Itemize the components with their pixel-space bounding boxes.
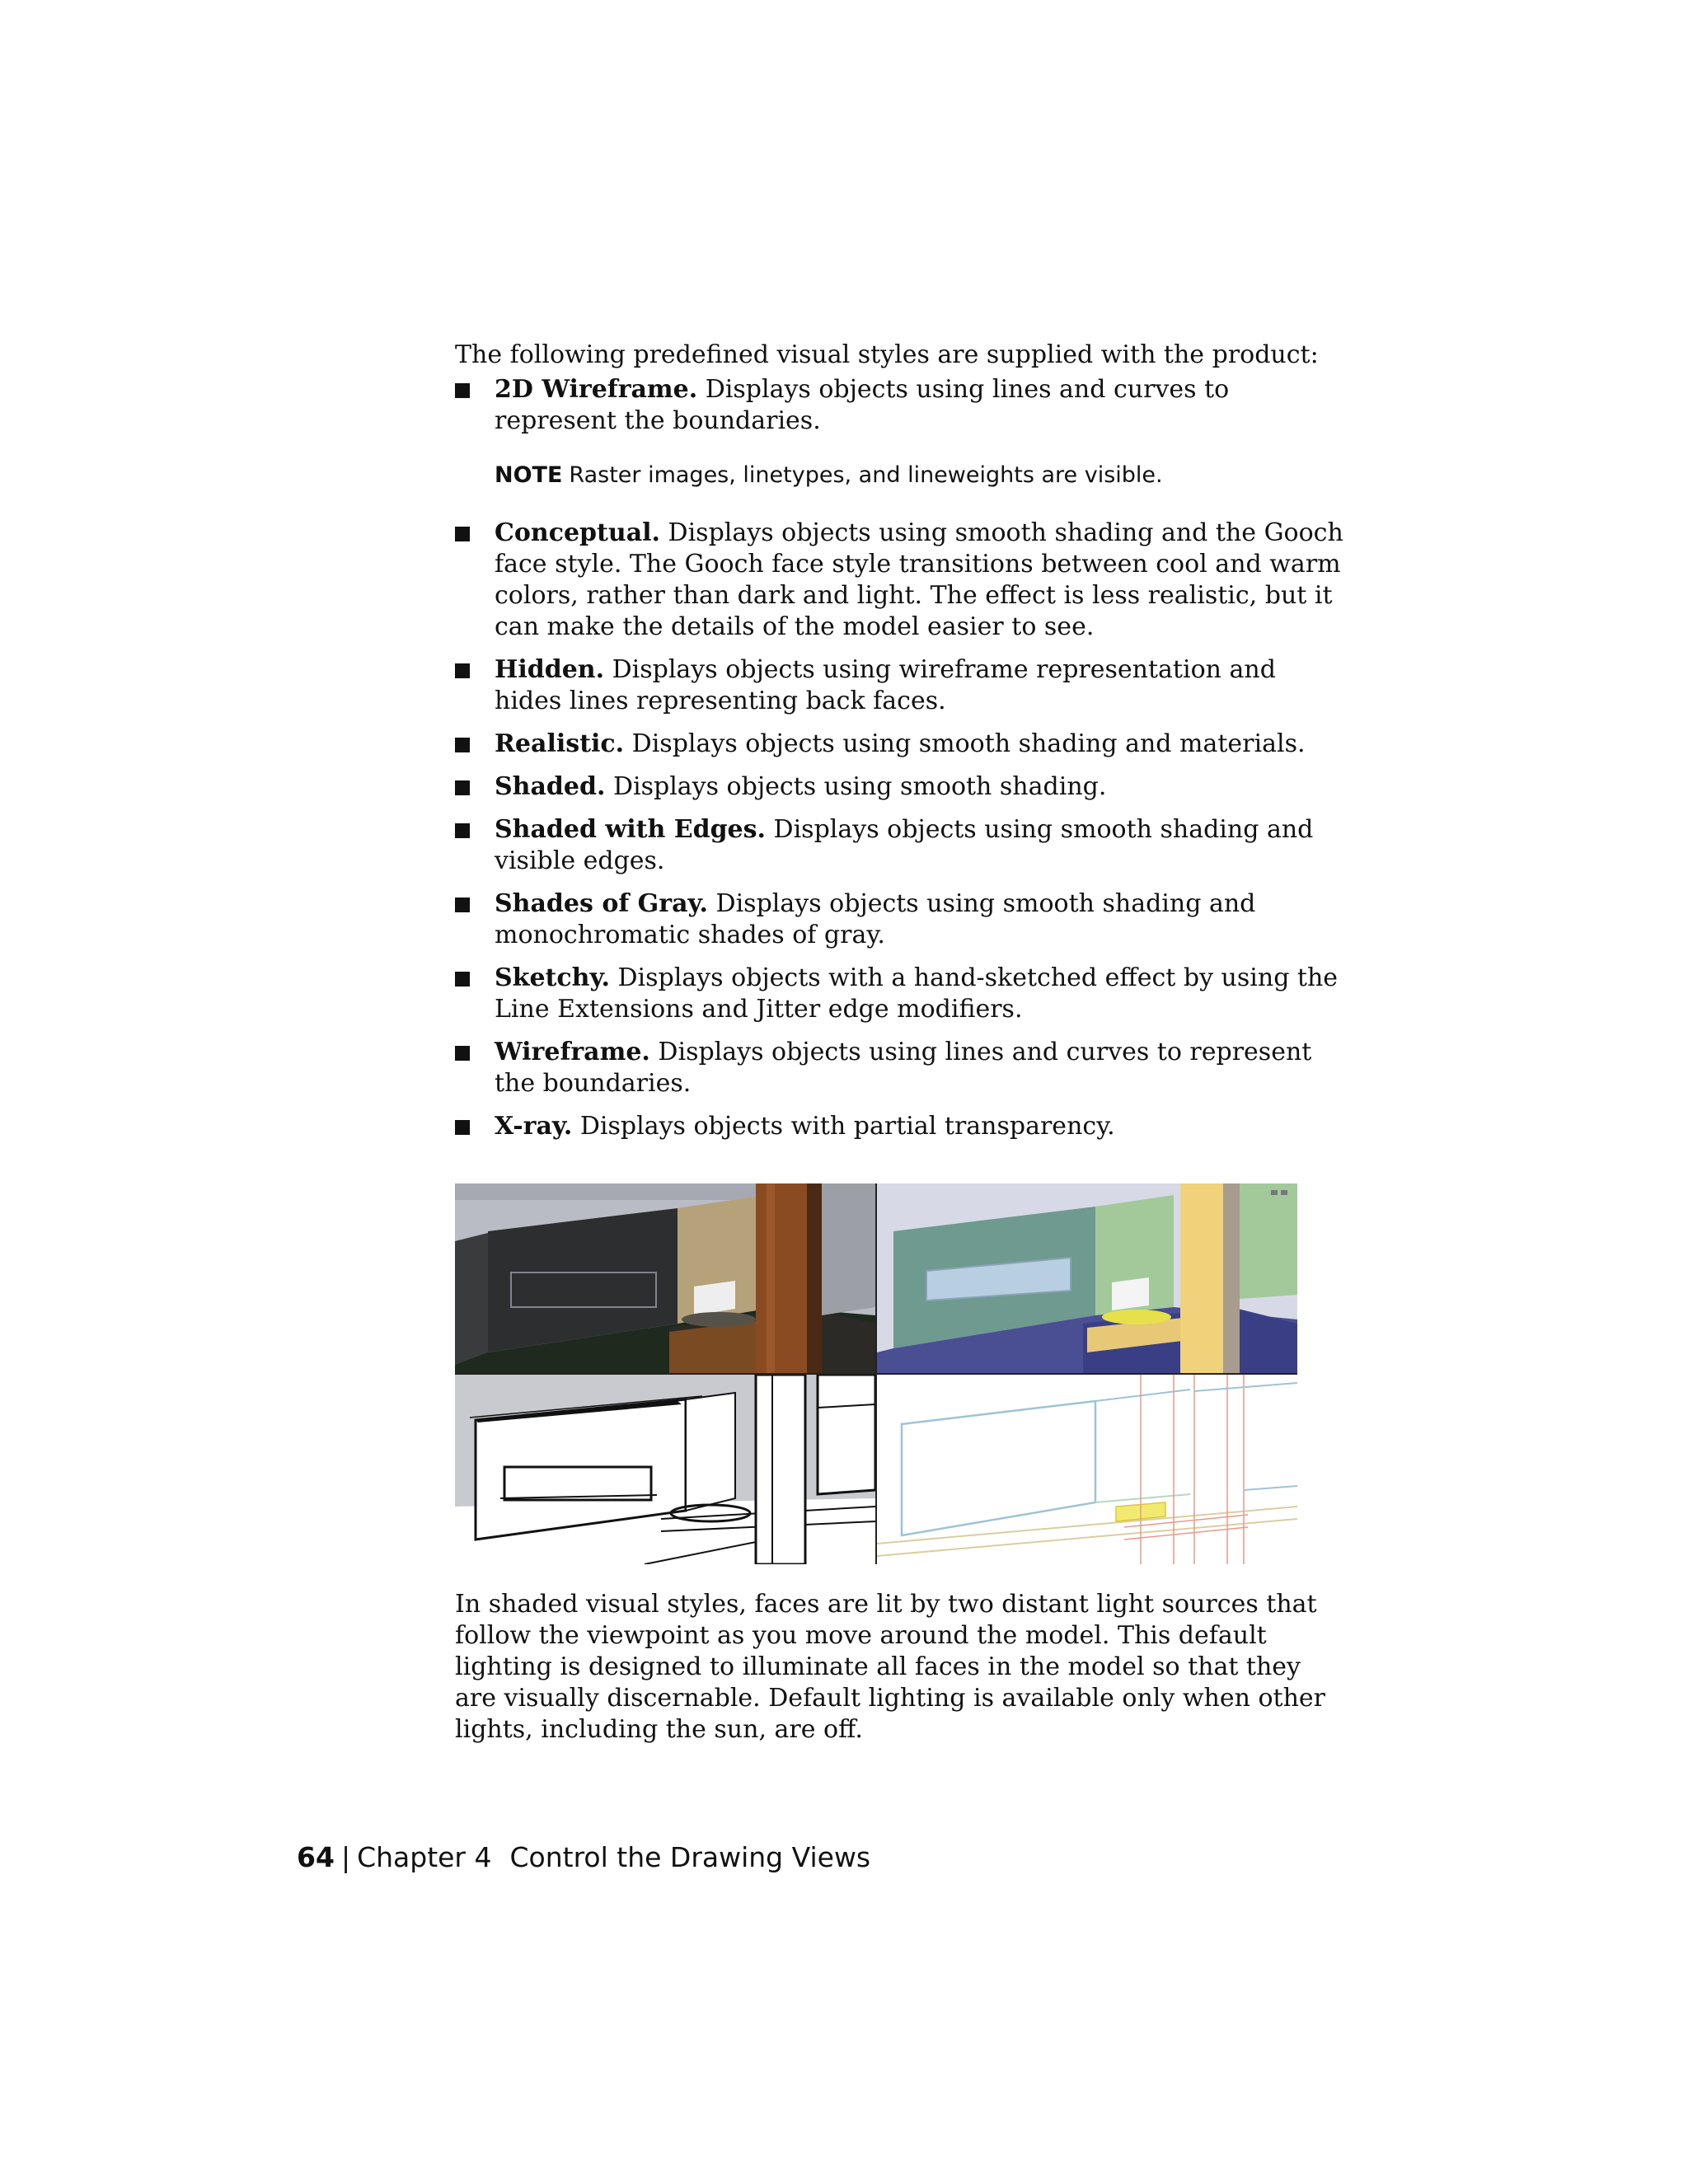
description: Displays objects using lines and curves to represent the boundaries. bbox=[495, 375, 1230, 435]
note-label: NOTE bbox=[495, 462, 563, 488]
page-number: 64 bbox=[297, 1841, 335, 1873]
list-item-sketchy bbox=[455, 963, 1345, 1025]
realistic-render-image bbox=[455, 1183, 875, 1373]
term: Conceptual. bbox=[495, 518, 660, 547]
term: X-ray. bbox=[495, 1112, 573, 1141]
list-item-conceptual bbox=[455, 518, 1345, 643]
description: Displays objects using smooth shading and monochromatic shades of gray. bbox=[495, 889, 1256, 949]
square-bullet-icon bbox=[455, 527, 470, 541]
list-item-realistic bbox=[455, 729, 1345, 760]
viewport-sketchy bbox=[455, 1375, 875, 1564]
x-ray-render-image bbox=[877, 1375, 1297, 1564]
note bbox=[495, 462, 1345, 490]
square-bullet-icon bbox=[455, 1120, 470, 1135]
list-item-shaded-with-edges bbox=[455, 814, 1345, 877]
note-text: Raster images, linetypes, and lineweights are visible. bbox=[569, 462, 1163, 488]
visual-styles-list bbox=[455, 374, 1345, 1142]
page-content bbox=[455, 340, 1345, 1746]
description: Displays objects using smooth shading and the Gooch face style. The Gooch face style transitions between cool and warm colors, rather than dark and light. The effect is less realistic, but it can make the details of the model easier to see. bbox=[495, 518, 1343, 641]
description: Displays objects using lines and curves to represent the boundaries. bbox=[495, 1038, 1312, 1098]
conceptual-render-image bbox=[877, 1183, 1297, 1373]
list-item-shaded bbox=[455, 771, 1345, 803]
list-item-2d-wireframe bbox=[455, 374, 1345, 490]
description: Displays objects using smooth shading and materials. bbox=[624, 729, 1306, 758]
chapter-label: Chapter 4 bbox=[357, 1841, 492, 1873]
square-bullet-icon bbox=[455, 972, 470, 987]
term: Wireframe. bbox=[495, 1038, 650, 1066]
description: Displays objects using wireframe representation and hides lines representing back faces. bbox=[495, 655, 1276, 715]
term: 2D Wireframe. bbox=[495, 375, 698, 404]
term: Sketchy. bbox=[495, 963, 610, 992]
sketchy-render-image bbox=[455, 1375, 875, 1564]
viewport-conceptual bbox=[877, 1183, 1297, 1373]
square-bullet-icon bbox=[455, 1046, 470, 1061]
footer-separator: | bbox=[340, 1841, 351, 1873]
description: Displays objects with partial transparency. bbox=[572, 1112, 1115, 1141]
intro-paragraph: The following predefined visual styles are supplied with the product: bbox=[455, 340, 1319, 369]
term: Shaded with Edges. bbox=[495, 815, 766, 844]
description: Displays objects using smooth shading. bbox=[605, 772, 1107, 801]
description: Displays objects with a hand-sketched effect by using the Line Extensions and Jitter edge modifiers. bbox=[495, 963, 1339, 1024]
term: Shades of Gray. bbox=[495, 889, 708, 918]
list-item-wireframe bbox=[455, 1037, 1345, 1099]
term: Realistic. bbox=[495, 729, 625, 758]
square-bullet-icon bbox=[455, 823, 470, 838]
list-item-x-ray bbox=[455, 1111, 1345, 1142]
page-footer bbox=[297, 1841, 870, 1874]
closing-paragraph: In shaded visual styles, faces are lit by two distant light sources that follow the viewpoint as you move around the model. This default lighting is designed to illuminate all faces in the model so that they are visually discernable. Default lighting is available only when other lights, including the sun, are off. bbox=[455, 1590, 1326, 1744]
square-bullet-icon bbox=[455, 663, 470, 678]
square-bullet-icon bbox=[455, 738, 470, 752]
square-bullet-icon bbox=[455, 780, 470, 795]
chapter-title: Control the Drawing Views bbox=[509, 1841, 871, 1873]
list-item-hidden bbox=[455, 654, 1345, 717]
description: Displays objects using smooth shading and visible edges. bbox=[495, 815, 1314, 875]
list-item-shades-of-gray bbox=[455, 888, 1345, 951]
viewport-x-ray bbox=[877, 1375, 1297, 1564]
term: Hidden. bbox=[495, 655, 605, 684]
square-bullet-icon bbox=[455, 383, 470, 398]
term: Shaded. bbox=[495, 772, 606, 801]
square-bullet-icon bbox=[455, 898, 470, 912]
visual-styles-figure bbox=[455, 1183, 1297, 1564]
viewport-realistic bbox=[455, 1183, 875, 1373]
